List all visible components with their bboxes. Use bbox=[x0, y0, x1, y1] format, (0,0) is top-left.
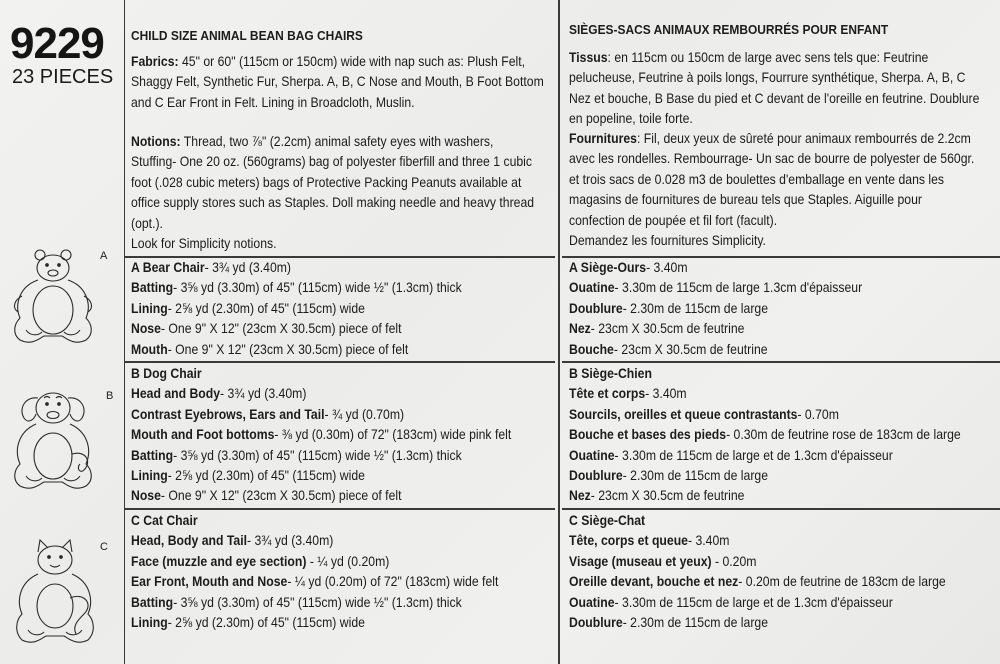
french-title: SIÈGES-SACS ANIMAUX REMBOURRÉS POUR ENFANT bbox=[569, 22, 889, 37]
section-title-rest: - 3¾ yd (3.40m) bbox=[204, 260, 292, 275]
tissus-line: en popeline, toile forte. bbox=[569, 111, 693, 127]
row-text: - 0.70m bbox=[797, 406, 839, 422]
row-text: - 3⅝ yd (3.30m) of 45" (115cm) wide ½" (1.3cm) thick bbox=[173, 447, 462, 463]
row-text: - 2⅝ yd (2.30m) of 45" (115cm) wide bbox=[167, 300, 365, 316]
column-divider bbox=[558, 0, 560, 664]
row-text: - ¾ yd (0.70m) bbox=[324, 406, 405, 422]
section-title: C Siège-Chat bbox=[569, 513, 646, 528]
row-text: - 3.30m de 115cm de large 1.3cm d'épaisseur bbox=[614, 280, 863, 296]
fournitures-label: Fournitures bbox=[569, 131, 637, 146]
fournitures-line: : Fil, deux yeux de sûreté pour animaux rembourrés de 2.2cm bbox=[636, 131, 971, 146]
row-label: Bouche et bases des pieds bbox=[569, 427, 727, 443]
row-text: - 3.40m bbox=[645, 386, 687, 402]
english-column bbox=[131, 0, 555, 664]
tissus-paragraph bbox=[569, 48, 979, 130]
section-title: B Dog Chair bbox=[131, 366, 202, 381]
fournitures-paragraph bbox=[569, 129, 974, 251]
fournitures-line: confection de poupée et fil fort (facult). bbox=[569, 212, 778, 228]
section-divider bbox=[562, 361, 1000, 363]
notions-line: Stuffing- One 20 oz. (560grams) bag of polyester fiberfill and three 1 cubic bbox=[131, 154, 533, 170]
notions-line: Thread, two ⅞" (2.2cm) animal safety eyes with washers, bbox=[180, 134, 494, 149]
row-label: Tête, corps et queue bbox=[569, 533, 688, 549]
fournitures-line: et trois sacs de 0.028 m3 de boulettes d'emballage en vente dans les bbox=[569, 171, 945, 187]
row-text: - 2.30m de 115cm de large bbox=[622, 615, 769, 631]
row-label: Nez bbox=[569, 321, 591, 337]
fabrics-label: Fabrics: bbox=[131, 54, 179, 69]
row-text: - 3.30m de 115cm de large et de 1.3cm d'épaisseur bbox=[614, 447, 893, 463]
row-label: Nez bbox=[569, 488, 591, 504]
view-label-a: A bbox=[100, 250, 108, 262]
row-label: Visage (museau et yeux) bbox=[569, 553, 712, 569]
fournitures-line: magasins de fournitures de bureau tels que Staples. Aiguille pour bbox=[569, 192, 922, 208]
row-label: Lining bbox=[131, 615, 168, 631]
row-text: - 23cm X 30.5cm de feutrine bbox=[590, 488, 745, 504]
tissus-line: : en 115cm ou 150cm de large avec sens tels que: Feutrine bbox=[607, 50, 929, 65]
row-label: Batting bbox=[131, 594, 174, 610]
row-text: - 0.20m de feutrine de 183cm de large bbox=[738, 574, 946, 590]
row-text: - One 9" X 12" (23cm X 30.5cm) piece of felt bbox=[160, 488, 402, 504]
row-label: Lining bbox=[131, 300, 168, 316]
row-label: Lining bbox=[131, 468, 168, 484]
row-label: Sourcils, oreilles et queue contrastants bbox=[569, 406, 798, 422]
row-text: - 2⅝ yd (2.30m) of 45" (115cm) wide bbox=[167, 468, 365, 484]
notions-paragraph bbox=[131, 132, 534, 254]
row-text: - 2.30m de 115cm de large bbox=[622, 300, 769, 316]
row-text: - ¼ yd (0.20m) bbox=[306, 553, 390, 569]
row-label: Mouth bbox=[131, 341, 168, 357]
fournitures-line: Demandez les fournitures Simplicity. bbox=[569, 233, 766, 249]
notions-line: Look for Simplicity notions. bbox=[131, 236, 277, 252]
row-label: Head, Body and Tail bbox=[131, 533, 248, 549]
notions-label: Notions: bbox=[131, 134, 181, 149]
row-label: Ear Front, Mouth and Nose bbox=[131, 574, 288, 590]
row-text: - 3⅝ yd (3.30m) of 45" (115cm) wide ½" (1.3cm) thick bbox=[173, 594, 462, 610]
row-text: - 3.30m de 115cm de large et de 1.3cm d'épaisseur bbox=[614, 594, 893, 610]
row-label: Ouatine bbox=[569, 280, 615, 296]
cat-chair-section bbox=[131, 511, 498, 633]
section-divider bbox=[562, 508, 1000, 510]
row-text: - 3¾ yd (3.40m) bbox=[220, 386, 307, 402]
row-label: Mouth and Foot bottoms bbox=[131, 427, 275, 443]
row-label: Face (muzzle and eye section) bbox=[131, 553, 307, 569]
row-label: Nose bbox=[131, 488, 161, 504]
fabrics-line: and C Ear Front in Felt. Lining in Broadcloth, Muslin. bbox=[131, 94, 415, 110]
dog-chair-sketch bbox=[8, 384, 100, 498]
tissus-line: pelucheuse, Feutrine à poils longs, Fourrure synthétique, Sherpa. A, B, C bbox=[569, 70, 966, 86]
tissus-label: Tissus bbox=[569, 50, 608, 65]
row-text: - 3¾ yd (3.40m) bbox=[247, 533, 334, 549]
row-text: - 0.30m de feutrine rose de 183cm de large bbox=[726, 427, 961, 443]
ours-section bbox=[569, 258, 862, 360]
fabrics-line: 45" or 60" (115cm or 150cm) wide with nap such as: Plush Felt, bbox=[178, 54, 526, 69]
pattern-number: 9229 bbox=[10, 19, 104, 68]
chien-section bbox=[569, 364, 961, 507]
left-column bbox=[0, 0, 125, 664]
section-divider bbox=[124, 361, 555, 363]
row-label: Batting bbox=[131, 447, 174, 463]
section-title: B Siège-Chien bbox=[569, 366, 652, 381]
section-title-rest: - 3.40m bbox=[646, 260, 688, 275]
row-label: Tête et corps bbox=[569, 386, 646, 402]
fournitures-line: avec les rondelles. Rembourrage- Un sac de bourre de polyester de 560gr. bbox=[569, 151, 975, 167]
cat-chair-sketch bbox=[10, 536, 100, 654]
view-label-b: B bbox=[106, 390, 114, 402]
row-text: - 23cm X 30.5cm de feutrine bbox=[590, 321, 745, 337]
row-text: - 2⅝ yd (2.30m) of 45" (115cm) wide bbox=[167, 615, 365, 631]
tissus-line: Nez et bouche, B Base du pied et C devant de l'oreille en feutrine. Doublure bbox=[569, 90, 980, 106]
bear-chair-sketch bbox=[10, 244, 96, 356]
section-title: C Cat Chair bbox=[131, 513, 198, 528]
row-label: Oreille devant, bouche et nez bbox=[569, 574, 739, 590]
row-label: Batting bbox=[131, 280, 174, 296]
dog-chair-section bbox=[131, 364, 511, 507]
section-title: A Bear Chair bbox=[131, 260, 205, 275]
view-label-c: C bbox=[100, 541, 108, 553]
chat-section bbox=[569, 511, 946, 633]
row-label: Nose bbox=[131, 321, 161, 337]
row-text: - ¼ yd (0.20m) of 72" (183cm) wide felt bbox=[287, 574, 499, 590]
french-column bbox=[569, 0, 999, 664]
row-label: Doublure bbox=[569, 300, 623, 316]
fabrics-paragraph bbox=[131, 52, 544, 113]
row-label: Bouche bbox=[569, 341, 614, 357]
row-label: Doublure bbox=[569, 615, 623, 631]
row-text: - 23cm X 30.5cm de feutrine bbox=[613, 341, 768, 357]
row-text: - One 9" X 12" (23cm X 30.5cm) piece of felt bbox=[167, 341, 409, 357]
bear-chair-section bbox=[131, 258, 462, 360]
section-title: A Siège-Ours bbox=[569, 260, 647, 275]
row-text: - 2.30m de 115cm de large bbox=[622, 468, 769, 484]
row-label: Ouatine bbox=[569, 447, 615, 463]
notions-line: office supply stores such as Staples. Doll making needle and heavy thread bbox=[131, 195, 535, 211]
english-title: CHILD SIZE ANIMAL BEAN BAG CHAIRS bbox=[131, 28, 363, 43]
notions-line: (opt.). bbox=[131, 215, 163, 231]
pieces-count: 23 PIECES bbox=[12, 66, 114, 88]
row-label: Doublure bbox=[569, 468, 623, 484]
row-label: Head and Body bbox=[131, 386, 221, 402]
row-text: - One 9" X 12" (23cm X 30.5cm) piece of felt bbox=[160, 321, 402, 337]
section-divider bbox=[124, 508, 555, 510]
row-text: - 3⅝ yd (3.30m) of 45" (115cm) wide ½" (1.3cm) thick bbox=[173, 280, 462, 296]
row-label: Contrast Eyebrows, Ears and Tail bbox=[131, 406, 325, 422]
row-text: - ⅜ yd (0.30m) of 72" (183cm) wide pink felt bbox=[274, 427, 512, 443]
fabrics-line: Shaggy Felt, Synthetic Fur, Sherpa. A, B, C Nose and Mouth, B Foot Bottom bbox=[131, 74, 544, 90]
row-text: - 3.40m bbox=[687, 533, 730, 549]
notions-line: foot (.028 cubic meters) bags of Protective Packing Peanuts available at bbox=[131, 174, 522, 190]
row-label: Ouatine bbox=[569, 594, 615, 610]
row-text: - 0.20m bbox=[711, 553, 757, 569]
